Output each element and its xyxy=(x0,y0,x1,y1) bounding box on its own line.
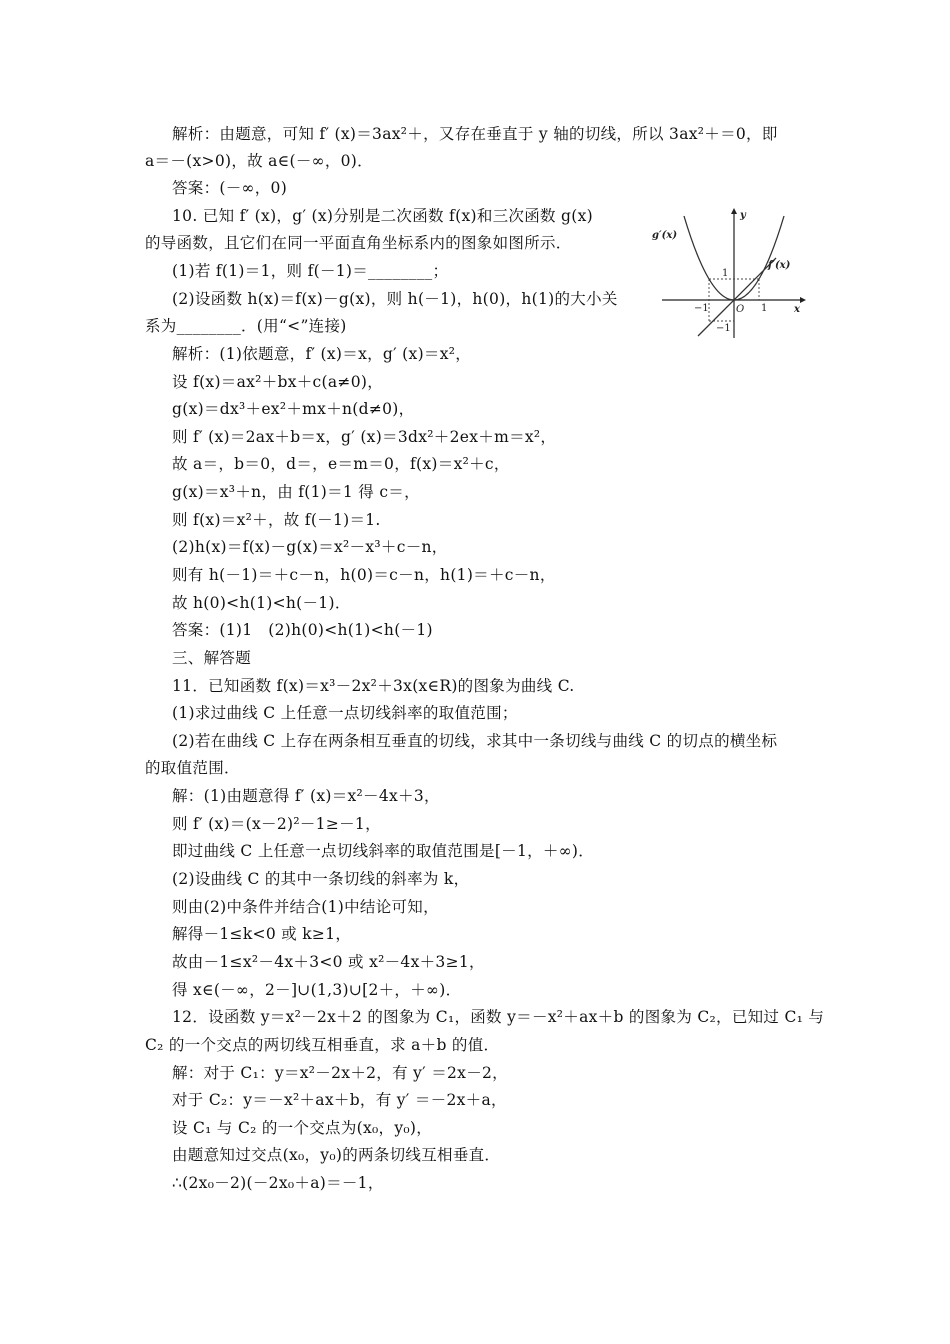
x-axis-label: x xyxy=(794,304,800,315)
x-tick-label: 1 xyxy=(761,303,768,314)
x-axis-arrow-icon xyxy=(800,297,806,303)
text-line: 的取值范围． xyxy=(145,759,240,777)
text-line: C₂ 的一个交点的两切线互相垂直，求 a＋b 的值． xyxy=(145,1036,500,1054)
text-line: 解：对于 C₁：y＝x²－2x＋2，有 y′ ＝2x－2， xyxy=(172,1064,508,1082)
x-tick-label-negative: −1 xyxy=(694,303,709,314)
text-line: 则 f′ (x)＝2ax＋b＝x，g′ (x)＝3dx²＋2ex＋m＝x²， xyxy=(172,428,557,446)
text-line: (2)设函数 h(x)＝f(x)－g(x)，则 h(－1)，h(0)，h(1)的大小关 xyxy=(172,290,618,308)
text-line: 则由(2)中条件并结合(1)中结论可知， xyxy=(172,898,439,916)
derivative-graph-figure xyxy=(652,200,812,342)
text-line: (2)若在曲线 C 上存在两条相互垂直的切线，求其中一条切线与曲线 C 的切点的横坐标 xyxy=(172,732,778,750)
text-line: 则 f′ (x)＝(x－2)²－1≥－1， xyxy=(172,815,381,833)
f-prime-label: f′(x) xyxy=(768,260,791,271)
text-line: 解析：(1)依题意，f′ (x)＝x，g′ (x)＝x²， xyxy=(172,345,472,363)
text-line: 解析：由题意，可知 f′ (x)＝3ax²＋，又存在垂直于 y 轴的切线，所以 3ax²＋＝0，即 xyxy=(172,125,778,143)
y-axis-label: y xyxy=(740,210,746,221)
text-line: 解得－1≤k<0 或 k≥1， xyxy=(172,925,352,943)
text-line: 故由－1≤x²－4x＋3<0 或 x²－4x＋3≥1， xyxy=(172,953,485,971)
y-tick-label: 1 xyxy=(722,268,729,279)
question-11-title: 11．已知函数 f(x)＝x³－2x²＋3x(x∈R)的图象为曲线 C. xyxy=(172,677,575,695)
text-line: 答案：(－∞，0) xyxy=(172,179,288,197)
origin-label: O xyxy=(736,304,745,315)
text-line: (1)若 f(1)＝1，则 f(－1)＝________； xyxy=(172,262,449,280)
graph-svg xyxy=(652,200,812,342)
question-10-title: 10. 已知 f′ (x)，g′ (x)分别是二次函数 f(x)和三次函数 g(x) xyxy=(172,207,594,225)
text-line: 设 f(x)＝ax²＋bx＋c(a≠0)， xyxy=(172,373,384,391)
y-tick-label-negative: −1 xyxy=(716,323,731,334)
text-line: a＝－(x>0)，故 a∈(－∞，0)． xyxy=(145,152,373,170)
y-axis-arrow-icon xyxy=(731,208,737,214)
text-line: (2)设曲线 C 的其中一条切线的斜率为 k， xyxy=(172,870,470,888)
text-line: g(x)＝x³＋n，由 f(1)＝1 得 c＝， xyxy=(172,483,420,501)
text-line: ∴(2x₀－2)(－2x₀＋a)＝－1， xyxy=(172,1174,384,1192)
g-prime-label: g′(x) xyxy=(652,230,678,241)
text-line: 解：(1)由题意得 f′ (x)＝x²－4x＋3， xyxy=(172,787,440,805)
text-line: 设 C₁ 与 C₂ 的一个交点为(x₀，y₀)， xyxy=(172,1119,433,1137)
text-line: 得 x∈(－∞，2－]∪(1,3)∪[2＋，＋∞)． xyxy=(172,981,462,999)
text-line: 则 f(x)＝x²＋，故 f(－1)＝1. xyxy=(172,511,381,529)
section-heading: 三、解答题 xyxy=(172,649,252,667)
text-line: 故 h(0)<h(1)<h(－1)． xyxy=(172,594,351,612)
text-line: 系为________．(用“<”连接) xyxy=(145,317,347,335)
text-line: 即过曲线 C 上任意一点切线斜率的取值范围是[－1，＋∞)． xyxy=(172,842,595,860)
text-line: 由题意知过交点(x₀，y₀)的两条切线互相垂直． xyxy=(172,1146,501,1164)
text-line: g(x)＝dx³＋ex²＋mx＋n(d≠0)， xyxy=(172,400,415,418)
text-line: (1)求过曲线 C 上任意一点切线斜率的取值范围； xyxy=(172,704,518,722)
text-line: 则有 h(－1)＝＋c－n，h(0)＝c－n，h(1)＝＋c－n， xyxy=(172,566,556,584)
text-line: 的导函数，且它们在同一平面直角坐标系内的图象如图所示． xyxy=(145,234,572,252)
f-prime-line xyxy=(698,258,776,336)
text-line: 答案：(1)1 (2)h(0)<h(1)<h(－1) xyxy=(172,621,433,639)
text-line: 对于 C₂：y＝－x²＋ax＋b，有 y′ ＝－2x＋a， xyxy=(172,1091,507,1109)
text-line: (2)h(x)＝f(x)－g(x)＝x²－x³＋c－n， xyxy=(172,538,448,556)
question-12-title: 12．设函数 y＝x²－2x＋2 的图象为 C₁，函数 y＝－x²＋ax＋b 的图象为 C₂，已知过 C₁ 与 xyxy=(172,1008,825,1026)
text-line: 故 a＝，b＝0，d＝，e＝m＝0，f(x)＝x²＋c， xyxy=(172,455,510,473)
